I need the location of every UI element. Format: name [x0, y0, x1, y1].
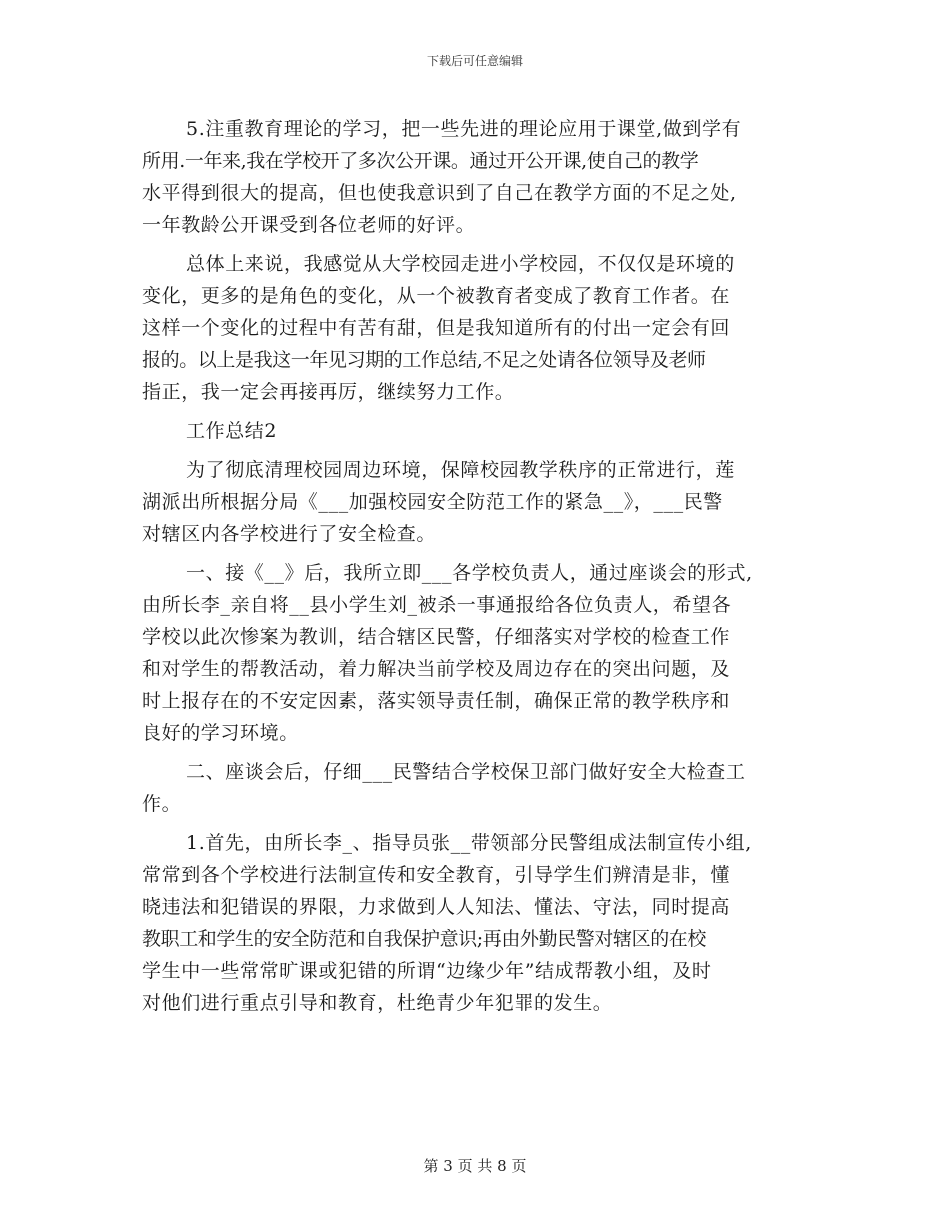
paragraph-1 — [142, 113, 818, 241]
text-line: 5.注重教育理论的学习，把一些先进的理论应用于课堂,做到学有 — [186, 118, 742, 140]
text-line: 由所长李_亲自将__县小学生刘_被杀一事通报给各位负责人，希望各 — [142, 594, 732, 616]
paragraph-6 — [142, 756, 818, 820]
text-line: 对他们进行重点引导和教育，杜绝青少年犯罪的发生。 — [142, 992, 613, 1014]
page-header: 下载后可任意编辑 — [426, 54, 523, 68]
text-line: 水平得到很大的提高，但也使我意识到了自己在教学方面的不足之处, — [142, 182, 737, 204]
text-line: 对辖区内各学校进行了安全检查。 — [142, 523, 437, 545]
text-line: 所用.一年来,我在学校开了多次公开课。通过开公开课,使自己的教学 — [142, 150, 699, 172]
paragraph-4 — [142, 454, 818, 550]
text-line: 教职工和学生的安全防范和自我保护意识;再由外勤民警对辖区的在校 — [142, 928, 707, 950]
text-line: 为了彻底清理校园周边环境，保障校园教学秩序的正常进行，莲 — [186, 459, 735, 481]
section-heading — [142, 415, 818, 447]
text-line: 常常到各个学校进行法制宣传和安全教育，引导学生们辨清是非，懂 — [142, 864, 731, 886]
text-line: 指正，我一定会再接再厉，继续努力工作。 — [142, 381, 515, 403]
text-line: 湖派出所根据分局《___加强校园安全防范工作的紧急__》，___民警 — [142, 491, 723, 513]
text-line: 良好的学习环境。 — [142, 722, 299, 744]
paragraph-2 — [142, 248, 818, 408]
text-line: 变化，更多的是角色的变化，从一个被教育者变成了教育工作者。在 — [142, 285, 731, 307]
text-line: 学校以此次惨案为教训，结合辖区民警，仔细落实对学校的检查工作 — [142, 626, 731, 648]
paragraph-5 — [142, 557, 818, 749]
section-title: 工作总结2 — [186, 420, 278, 442]
document-body — [142, 113, 818, 1019]
text-line: 报的。以上是我这一年见习期的工作总结,不足之处请各位领导及老师 — [142, 349, 706, 371]
text-line: 时上报存在的不安定因素，落实领导责任制，确保正常的教学秩序和 — [142, 690, 731, 712]
text-line: 1.首先，由所长李_、指导员张__带领部分民警组成法制宣传小组, — [186, 832, 752, 854]
text-line: 一年教龄公开课受到各位老师的好评。 — [142, 214, 476, 236]
text-line: 学生中一些常常旷课或犯错的所谓“边缘少年”结成帮教小组，及时 — [142, 960, 712, 982]
paragraph-7 — [142, 827, 818, 1019]
text-line: 这样一个变化的过程中有苦有甜，但是我知道所有的付出一定会有回 — [142, 317, 731, 339]
text-line: 一、接《__》后，我所立即___各学校负责人，通过座谈会的形式, — [186, 562, 753, 584]
text-line: 晓违法和犯错误的界限，力求做到人人知法、懂法、守法，同时提高 — [142, 896, 731, 918]
text-line: 和对学生的帮教活动，着力解决当前学校及周边存在的突出问题，及 — [142, 658, 731, 680]
text-line: 总体上来说，我感觉从大学校园走进小学校园，不仅仅是环境的 — [186, 253, 735, 275]
page-number: 第 3 页 共 8 页 — [423, 1157, 527, 1175]
text-line: 二、座谈会后，仔细___民警结合学校保卫部门做好安全大检查工 — [186, 761, 746, 783]
text-line: 作。 — [142, 793, 182, 815]
